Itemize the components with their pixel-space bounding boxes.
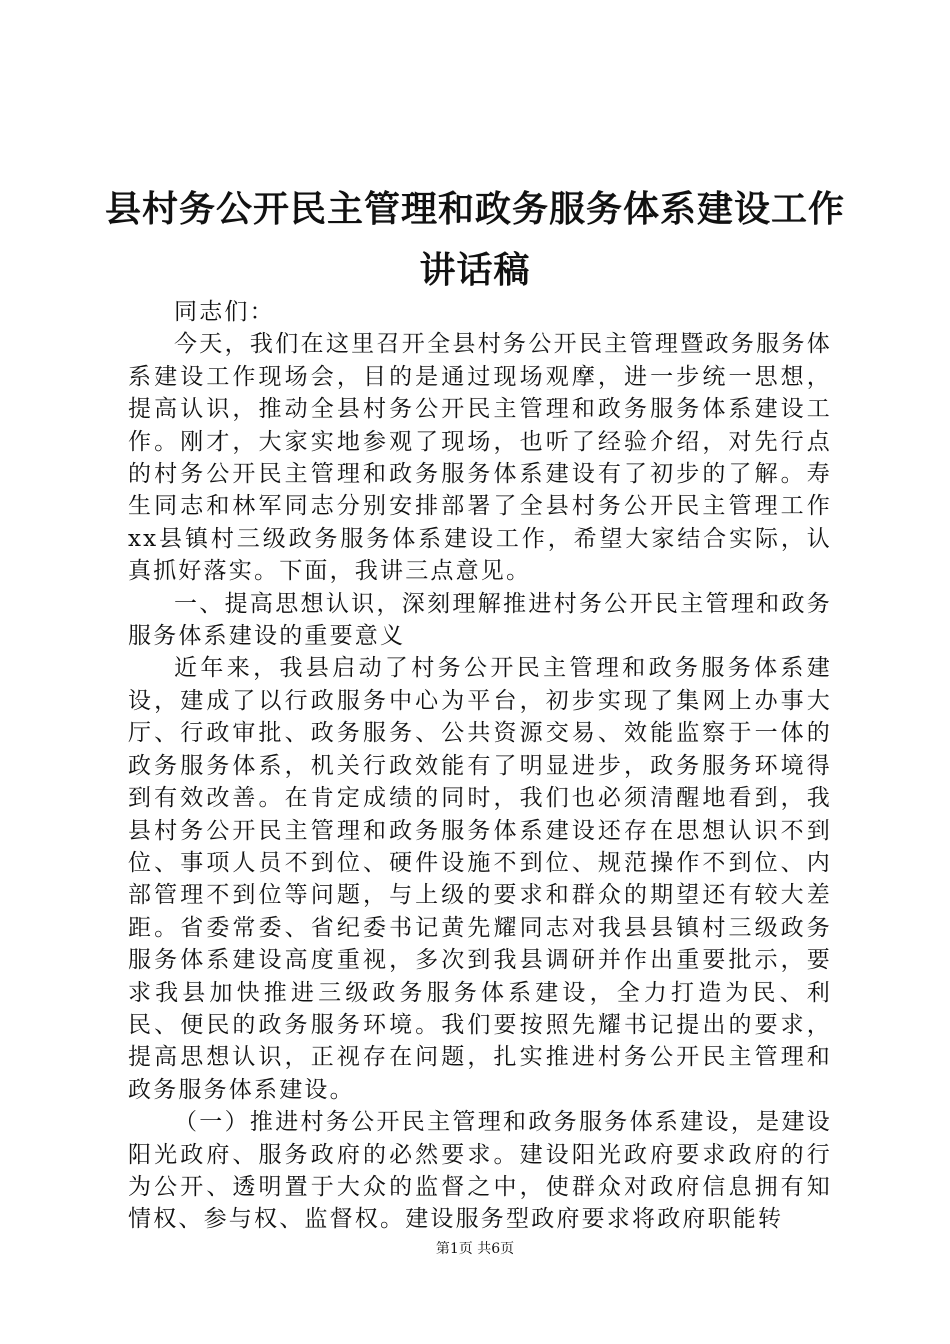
document-title-line-2: 讲话稿 xyxy=(419,250,531,291)
page-number-footer: 第1页 共6页 xyxy=(435,1241,515,1257)
body-paragraph: （一）推进村务公开民主管理和政务服务体系建设，是建设阳光政府、服务政府的必然要求。建设阳光政府要求政府的行为公开、透明置于大众的监督之中，使群众对政府信息拥有知情权、参与权、监督权。建设服务型政府要求将政府职能转 xyxy=(128,1109,832,1233)
document-title-line-1: 县村务公开民主管理和政务服务体系建设工作 xyxy=(104,189,845,230)
document-body xyxy=(128,296,832,1236)
body-paragraph: 今天，我们在这里召开全县村务公开民主管理暨政务服务体系建设工作现场会，目的是通过现场观摩，进一步统一思想，提高认识，推动全县村务公开民主管理和政务服务体系建设工作。刚才，大家实地参观了现场，也听了经验介绍，对先行点的村务公开民主管理和政务服务体系建设有了初步的了解。寿生同志和林军同志分别安排部署了全县村务公开民主管理工作xx县镇村三级政务服务体系建设工作，希望大家结合实际，认真抓好落实。下面，我讲三点意见。 xyxy=(128,331,832,585)
body-paragraph: 近年来，我县启动了村务公开民主管理和政务服务体系建设，建成了以行政服务中心为平台，初步实现了集网上办事大厅、行政审批、政务服务、公共资源交易、效能监察于一体的政务服务体系，机关行政效能有了明显进步，政务服务环境得到有效改善。在肯定成绩的同时，我们也必须清醒地看到，我县村务公开民主管理和政务服务体系建设还存在思想认识不到位、事项人员不到位、硬件设施不到位、规范操作不到位、内部管理不到位等问题，与上级的要求和群众的期望还有较大差距。省委常委、省纪委书记黄先耀同志对我县县镇村三级政务服务体系建设高度重视，多次到我县调研并作出重要批示，要求我县加快推进三级政务服务体系建设，全力打造为民、利民、便民的政务服务环境。我们要按照先耀书记提出的要求，提高思想认识，正视存在问题，扎实推进村务公开民主管理和政务服务体系建设。 xyxy=(128,655,832,1103)
section-heading-paragraph: 一、提高思想认识，深刻理解推进村务公开民主管理和政务服务体系建设的重要意义 xyxy=(128,590,832,650)
salutation-paragraph: 同志们： xyxy=(174,299,275,325)
